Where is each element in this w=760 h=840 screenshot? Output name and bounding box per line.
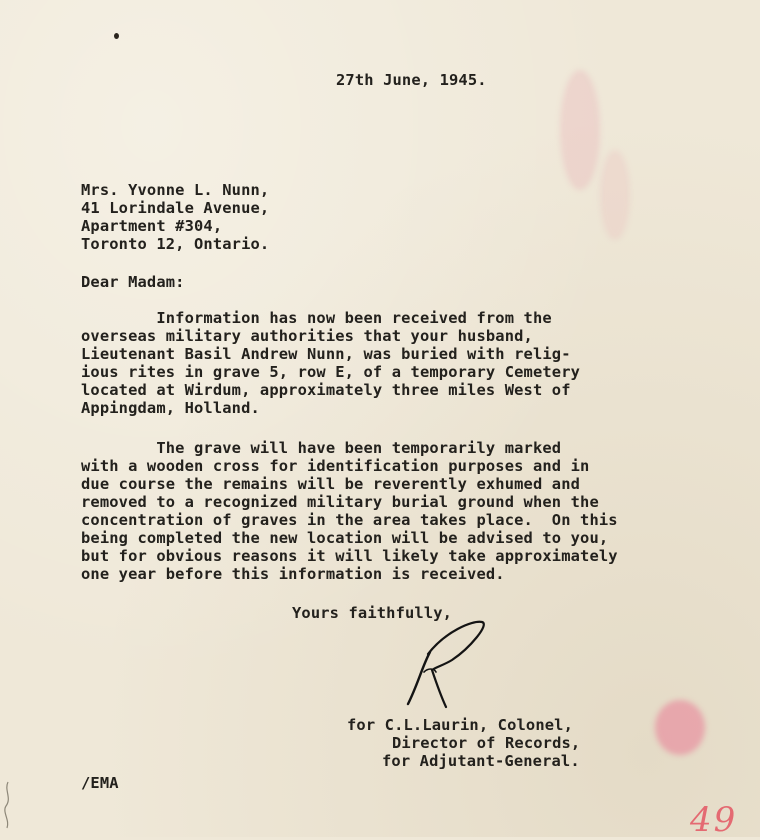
recipient-street: 41 Lorindale Avenue, — [81, 199, 270, 217]
paragraph2-line: with a wooden cross for identification purposes and in — [81, 457, 590, 475]
page-number: 49 — [690, 800, 738, 840]
signature-line: Director of Records, — [392, 734, 581, 752]
pink-stain-mid — [600, 150, 630, 240]
recipient-apartment: Apartment #304, — [81, 217, 223, 235]
paragraph2-line: removed to a recognized military burial ground when the — [81, 493, 599, 511]
pink-stain-bottom — [655, 700, 705, 755]
signature-line: for Adjutant-General. — [382, 752, 580, 770]
reference-initials: /EMA — [81, 774, 119, 792]
handwritten-signature — [400, 612, 495, 712]
paragraph1-line: Appingdam, Holland. — [81, 399, 260, 417]
paragraph2-line: due course the remains will be reverently exhumed and — [81, 475, 581, 493]
edge-pencil-mark — [2, 780, 14, 830]
recipient-name: Mrs. Yvonne L. Nunn, — [81, 181, 270, 199]
pin-hole — [114, 33, 119, 39]
paragraph2-line: but for obvious reasons it will likely take approximately — [81, 547, 618, 565]
closing: Yours faithfully, — [292, 604, 453, 622]
letter-date: 27th June, 1945. — [336, 71, 487, 89]
paragraph2-line: concentration of graves in the area takes place. On this — [81, 511, 618, 529]
paragraph1-line: ious rites in grave 5, row E, of a temporary Cemetery — [81, 363, 581, 381]
signature-line: for C.L.Laurin, Colonel, — [347, 716, 573, 734]
paragraph2-line: being completed the new location will be advised to you, — [81, 529, 609, 547]
paragraph2-line: The grave will have been temporarily marked — [81, 439, 562, 457]
paragraph1-line: Lieutenant Basil Andrew Nunn, was buried with relig- — [81, 345, 571, 363]
paragraph2-line: one year before this information is received. — [81, 565, 505, 583]
paragraph1-line: overseas military authorities that your husband, — [81, 327, 533, 345]
recipient-city: Toronto 12, Ontario. — [81, 235, 270, 253]
paragraph1-line: Information has now been received from the — [81, 309, 552, 327]
salutation: Dear Madam: — [81, 273, 185, 291]
paragraph1-line: located at Wirdum, approximately three miles West of — [81, 381, 571, 399]
pink-stain-top — [560, 70, 600, 190]
